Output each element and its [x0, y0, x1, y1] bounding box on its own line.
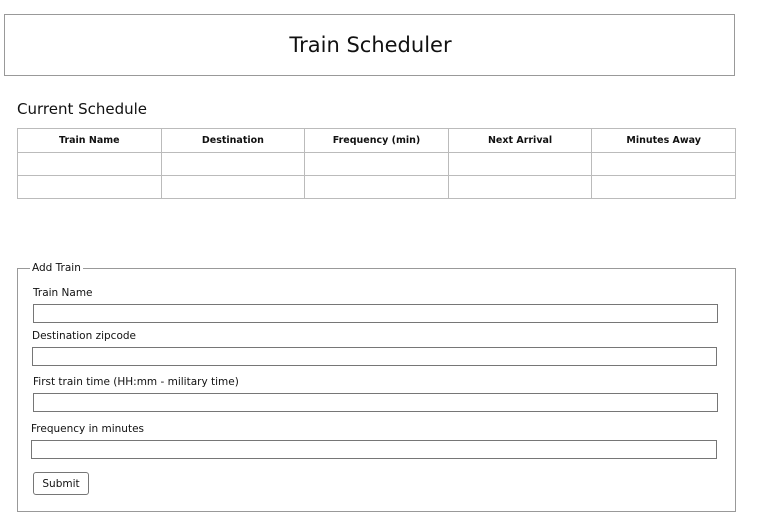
column-header-minutes-away: Minutes Away	[592, 129, 736, 153]
table-row	[18, 176, 736, 199]
schedule-table	[17, 128, 736, 199]
page-title: Train Scheduler	[289, 33, 452, 57]
destination-input[interactable]	[32, 347, 717, 366]
frequency-input[interactable]	[31, 440, 717, 459]
column-header-next-arrival: Next Arrival	[448, 129, 592, 153]
table-cell	[161, 153, 305, 176]
table-header-row	[18, 129, 736, 153]
train-name-label: Train Name	[33, 287, 93, 299]
column-header-train-name: Train Name	[18, 129, 162, 153]
table-cell	[305, 153, 449, 176]
column-header-frequency: Frequency (min)	[305, 129, 449, 153]
table-cell	[161, 176, 305, 199]
schedule-title: Current Schedule	[17, 100, 148, 118]
train-name-input[interactable]	[33, 304, 718, 323]
table-cell	[18, 153, 162, 176]
table-cell	[592, 153, 736, 176]
first-train-time-input[interactable]	[33, 393, 718, 412]
submit-button[interactable]: Submit	[33, 472, 89, 495]
table-cell	[592, 176, 736, 199]
add-train-legend: Add Train	[32, 262, 81, 274]
page-header	[4, 14, 735, 76]
frequency-label: Frequency in minutes	[31, 423, 144, 435]
table-cell	[18, 176, 162, 199]
table-cell	[448, 176, 592, 199]
first-train-time-label: First train time (HH:mm - military time)	[33, 376, 239, 388]
table-cell	[448, 153, 592, 176]
table-row	[18, 153, 736, 176]
column-header-destination: Destination	[161, 129, 305, 153]
table-cell	[305, 176, 449, 199]
destination-label: Destination zipcode	[32, 330, 137, 342]
